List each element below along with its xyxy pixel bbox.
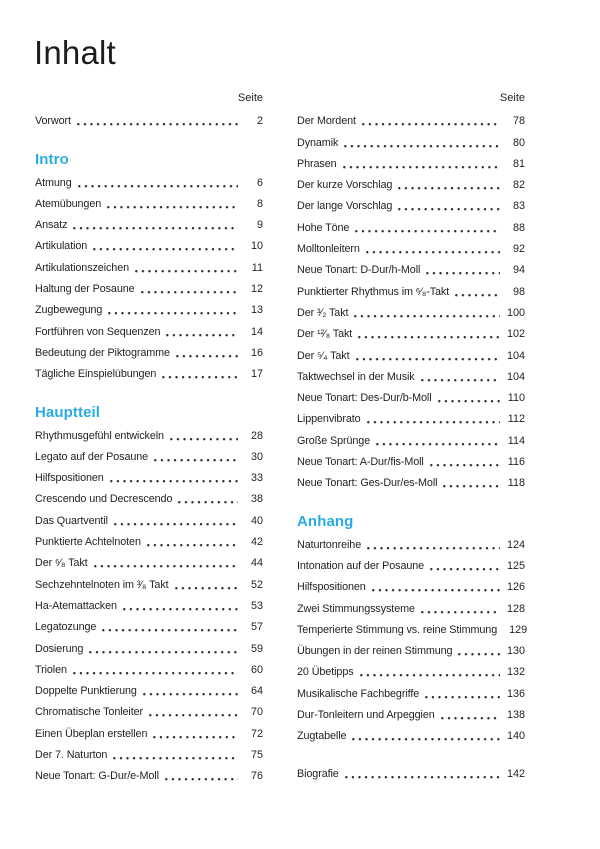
entry-page-number: 76 <box>250 770 263 783</box>
entry-label: Der ⁶⁄₈ Takt <box>35 557 88 570</box>
entry-label: Punktierte Achtelnoten <box>35 536 141 549</box>
entry-label: Dosierung <box>35 642 84 655</box>
entry-page-number: 14 <box>250 325 263 338</box>
entry-page-number: 126 <box>506 581 525 594</box>
entry-page-number: 83 <box>512 200 525 213</box>
entry-page-number: 136 <box>506 687 525 700</box>
entry-page-number: 11 <box>251 261 263 274</box>
dot-leader <box>151 451 238 463</box>
toc-group <box>297 762 525 783</box>
section-heading: Hauptteil <box>35 404 101 422</box>
dot-leader <box>110 749 238 761</box>
entry-label: Temperierte Stimmung vs. reine Stimmung <box>297 623 498 636</box>
toc-entry <box>297 323 525 344</box>
toc-entry <box>297 238 525 259</box>
toc-entry <box>35 235 263 256</box>
entry-label: Artikulationszeichen <box>35 261 130 274</box>
entry-page-number: 140 <box>506 730 525 743</box>
toc-entry <box>35 531 263 552</box>
dot-leader <box>173 347 238 359</box>
toc-entry <box>297 195 525 216</box>
dot-leader <box>422 688 500 700</box>
page-title: Inhalt <box>34 34 116 71</box>
entry-page-number: 110 <box>507 392 525 405</box>
entry-label: Der lange Vorschlag <box>297 200 393 213</box>
entry-label: Biografie <box>297 767 339 780</box>
entry-label: Neue Tonart: Des-Dur/b-Moll <box>297 392 432 405</box>
entry-page-number: 130 <box>506 645 525 658</box>
entry-label: Hohe Töne <box>297 221 350 234</box>
entry-label: Fortführen von Sequenzen <box>35 325 161 338</box>
entry-label: Dur-Tonleitern und Arpeggien <box>297 709 435 722</box>
entry-label: Zwei Stimmungssysteme <box>297 602 415 615</box>
dot-leader <box>144 536 238 548</box>
toc-entry <box>35 467 263 488</box>
dot-leader <box>353 350 501 362</box>
entry-label: 20 Übetipps <box>297 666 354 679</box>
toc-entry <box>35 616 263 637</box>
entry-label: Bedeutung der Piktogramme <box>35 346 170 359</box>
entry-label: Lippenvibrato <box>297 413 361 426</box>
toc-group <box>35 402 263 786</box>
toc-entry <box>35 110 263 131</box>
entry-label: Atmung <box>35 176 72 189</box>
dot-leader <box>150 728 238 740</box>
toc-entry <box>297 110 525 131</box>
dot-leader <box>70 219 238 231</box>
entry-label: Der kurze Vorschlag <box>297 179 393 192</box>
entry-page-number: 8 <box>256 197 263 210</box>
entry-page-number: 125 <box>506 559 525 572</box>
entry-label: Der Mordent <box>297 115 356 128</box>
dot-leader <box>418 603 500 615</box>
toc-entry <box>35 701 263 722</box>
entry-page-number: 72 <box>250 727 263 740</box>
dot-leader <box>342 768 500 780</box>
toc-column-left <box>35 84 263 786</box>
dot-leader <box>146 706 238 718</box>
entry-page-number: 16 <box>250 346 263 359</box>
dot-leader <box>120 600 238 612</box>
entry-page-number: 116 <box>507 456 525 469</box>
dot-leader <box>427 456 500 468</box>
toc-entry <box>297 344 525 365</box>
dot-leader <box>364 413 500 425</box>
entry-label: Intonation auf der Posaune <box>297 559 425 572</box>
toc-entry <box>297 174 525 195</box>
dot-leader <box>341 137 500 149</box>
dot-leader <box>363 243 500 255</box>
dot-leader <box>90 240 238 252</box>
dot-leader <box>163 326 238 338</box>
toc-group <box>35 110 263 131</box>
toc-entry <box>297 597 525 618</box>
dot-leader <box>373 435 500 447</box>
entry-label: Einen Übeplan erstellen <box>35 727 148 740</box>
dot-leader <box>105 304 238 316</box>
entry-label: Neue Tonart: A-Dur/fis-Moll <box>297 456 424 469</box>
entry-page-number: 128 <box>506 602 525 615</box>
dot-leader <box>349 730 500 742</box>
dot-leader <box>159 368 238 380</box>
entry-label: Neue Tonart: D-Dur/h-Moll <box>297 264 421 277</box>
entry-page-number: 6 <box>256 176 263 189</box>
dot-leader <box>99 621 238 633</box>
entry-label: Atemübungen <box>35 197 102 210</box>
toc-entry <box>297 387 525 408</box>
dot-leader <box>359 115 500 127</box>
dot-leader <box>435 392 500 404</box>
dot-leader <box>364 539 500 551</box>
entry-label: Zugbewegung <box>35 304 103 317</box>
toc-entry <box>35 256 263 277</box>
entry-label: Neue Tonart: Ges-Dur/es-Moll <box>297 477 438 490</box>
dot-leader <box>138 283 238 295</box>
dot-leader <box>132 262 238 274</box>
entry-page-number: 92 <box>512 243 525 256</box>
toc-entry <box>35 744 263 765</box>
toc-entry <box>35 363 263 384</box>
toc-entry <box>297 472 525 493</box>
entry-page-number: 30 <box>250 450 263 463</box>
toc-entry <box>297 576 525 597</box>
entry-page-number: 40 <box>250 514 263 527</box>
dot-leader <box>427 560 500 572</box>
toc-column-right <box>297 84 528 784</box>
dot-leader <box>111 515 238 527</box>
toc-entry <box>35 214 263 235</box>
dot-leader <box>70 664 238 676</box>
toc-entry <box>35 488 263 509</box>
entry-label: Übungen in der reinen Stimmung <box>297 645 453 658</box>
entry-label: Legato auf der Posaune <box>35 450 149 463</box>
entry-page-number: 17 <box>250 368 263 381</box>
dot-leader <box>395 179 500 191</box>
entry-page-number: 12 <box>250 283 263 296</box>
dot-leader <box>162 770 238 782</box>
entry-page-number: 94 <box>512 264 525 277</box>
entry-page-number: 52 <box>250 578 263 591</box>
toc-entry <box>297 682 525 703</box>
entry-page-number: 64 <box>250 685 263 698</box>
entry-label: Artikulation <box>35 240 88 253</box>
dot-leader <box>107 472 238 484</box>
entry-label: Legatozunge <box>35 621 97 634</box>
dot-leader <box>395 200 500 212</box>
dot-leader <box>352 222 500 234</box>
entry-page-number: 28 <box>250 429 263 442</box>
entry-page-number: 2 <box>256 115 263 128</box>
entry-label: Der ¹²⁄₈ Takt <box>297 328 353 341</box>
dot-leader <box>455 645 500 657</box>
entry-page-number: 10 <box>250 240 263 253</box>
entry-page-number: 42 <box>250 536 263 549</box>
toc-entry <box>35 424 263 445</box>
entry-page-number: 33 <box>250 472 263 485</box>
entry-page-number: 104 <box>506 349 525 362</box>
entry-label: Hilfspositionen <box>35 472 104 485</box>
entry-page-number: 38 <box>250 493 263 506</box>
toc-entry <box>297 533 525 554</box>
entry-label: Tägliche Einspielübungen <box>35 368 157 381</box>
toc-entry <box>35 446 263 467</box>
toc-entry <box>35 171 263 192</box>
dot-leader <box>104 198 238 210</box>
toc-entry <box>35 659 263 680</box>
toc-entry <box>297 555 525 576</box>
entry-page-number: 114 <box>507 434 525 447</box>
section-heading: Anhang <box>297 513 354 531</box>
toc-entry <box>297 762 525 783</box>
dot-leader <box>418 371 500 383</box>
toc-entry <box>297 661 525 682</box>
dot-leader <box>438 709 500 721</box>
dot-leader <box>369 581 500 593</box>
entry-page-number: 98 <box>512 285 525 298</box>
toc-entry <box>297 153 525 174</box>
entry-page-number: 80 <box>512 136 525 149</box>
entry-page-number: 112 <box>507 413 525 426</box>
toc-entry <box>297 302 525 323</box>
entry-label: Der ⁵⁄₄ Takt <box>297 349 350 362</box>
dot-leader <box>172 579 238 591</box>
toc-entry <box>297 725 525 746</box>
entry-page-number: 75 <box>250 749 263 762</box>
entry-label: Große Sprünge <box>297 434 371 447</box>
toc-entry <box>35 278 263 299</box>
dot-leader <box>91 557 238 569</box>
entry-page-number: 118 <box>507 477 525 490</box>
dot-leader <box>452 286 500 298</box>
toc-entry <box>297 216 525 237</box>
toc-entry <box>35 573 263 594</box>
toc-entry <box>297 451 525 472</box>
entry-page-number: 129 <box>509 623 528 636</box>
toc-entry <box>297 259 525 280</box>
entry-label: Der ³⁄₂ Takt <box>297 306 349 319</box>
entry-label: Chromatische Tonleiter <box>35 706 144 719</box>
entry-label: Naturtonreihe <box>297 538 362 551</box>
toc-entry <box>35 595 263 616</box>
entry-page-number: 104 <box>506 370 525 383</box>
entry-page-number: 59 <box>250 642 263 655</box>
toc-entry <box>297 619 528 640</box>
entry-page-number: 88 <box>512 221 525 234</box>
entry-label: Ansatz <box>35 219 68 232</box>
toc-entry <box>297 131 525 152</box>
toc-entry <box>297 640 525 661</box>
entry-page-number: 142 <box>506 767 525 780</box>
entry-label: Dynamik <box>297 136 339 149</box>
toc-group <box>297 511 528 746</box>
entry-label: Sechzehntelnoten im ³⁄₈ Takt <box>35 578 169 591</box>
entry-label: Musikalische Fachbegriffe <box>297 687 420 700</box>
entry-page-number: 100 <box>506 306 525 319</box>
section-heading: Intro <box>35 151 69 169</box>
entry-page-number: 9 <box>256 219 263 232</box>
dot-leader <box>340 158 500 170</box>
toc-entry <box>297 280 525 301</box>
entry-label: Phrasen <box>297 157 337 170</box>
dot-leader <box>423 264 500 276</box>
dot-leader <box>500 624 502 636</box>
entry-label: Rhythmusgefühl entwickeln <box>35 429 164 442</box>
toc-entry <box>35 552 263 573</box>
toc-entry <box>297 408 525 429</box>
column-header-seite: Seite <box>237 92 263 104</box>
toc-entry <box>35 637 263 658</box>
dot-leader <box>351 307 500 319</box>
entry-page-number: 132 <box>506 666 525 679</box>
entry-page-number: 124 <box>506 538 525 551</box>
entry-label: Haltung der Posaune <box>35 283 135 296</box>
toc-entry <box>35 299 263 320</box>
entry-page-number: 70 <box>250 706 263 719</box>
toc-entry <box>35 320 263 341</box>
entry-label: Der 7. Naturton <box>35 749 108 762</box>
entry-page-number: 57 <box>250 621 263 634</box>
dot-leader <box>440 477 500 489</box>
entry-label: Taktwechsel in der Musik <box>297 370 415 383</box>
entry-page-number: 44 <box>250 557 263 570</box>
toc-entry <box>35 722 263 743</box>
entry-label: Zugtabelle <box>297 730 347 743</box>
entry-label: Vorwort <box>35 115 71 128</box>
dot-leader <box>357 666 500 678</box>
entry-label: Hilfspositionen <box>297 581 366 594</box>
toc-group <box>35 149 263 384</box>
entry-label: Das Quartventil <box>35 514 108 527</box>
entry-page-number: 53 <box>250 599 263 612</box>
entry-label: Neue Tonart: G-Dur/e-Moll <box>35 770 159 783</box>
entry-page-number: 81 <box>512 157 525 170</box>
dot-leader <box>355 328 500 340</box>
entry-page-number: 78 <box>512 115 525 128</box>
entry-label: Ha-Atemattacken <box>35 599 117 612</box>
toc-entry <box>35 342 263 363</box>
toc-entry <box>35 509 263 530</box>
entry-page-number: 102 <box>506 328 525 341</box>
entry-label: Molltonleitern <box>297 243 360 256</box>
toc-entry <box>35 765 263 786</box>
entry-label: Punktierter Rhythmus im ⁶⁄₈-Takt <box>297 285 450 298</box>
toc-entry <box>297 429 525 450</box>
dot-leader <box>75 177 238 189</box>
toc-entry <box>297 366 525 387</box>
toc-group <box>297 110 525 493</box>
entry-label: Crescendo und Decrescendo <box>35 493 173 506</box>
entry-page-number: 138 <box>506 709 525 722</box>
toc-entry <box>35 193 263 214</box>
entry-page-number: 13 <box>250 304 263 317</box>
dot-leader <box>167 430 238 442</box>
column-header-seite: Seite <box>499 92 525 104</box>
dot-leader <box>140 685 238 697</box>
toc-entry <box>297 704 525 725</box>
entry-label: Triolen <box>35 663 67 676</box>
dot-leader <box>175 493 238 505</box>
entry-label: Doppelte Punktierung <box>35 685 137 698</box>
entry-page-number: 82 <box>512 179 525 192</box>
toc-entry <box>35 680 263 701</box>
entry-page-number: 60 <box>250 663 263 676</box>
dot-leader <box>86 643 238 655</box>
dot-leader <box>74 115 238 127</box>
